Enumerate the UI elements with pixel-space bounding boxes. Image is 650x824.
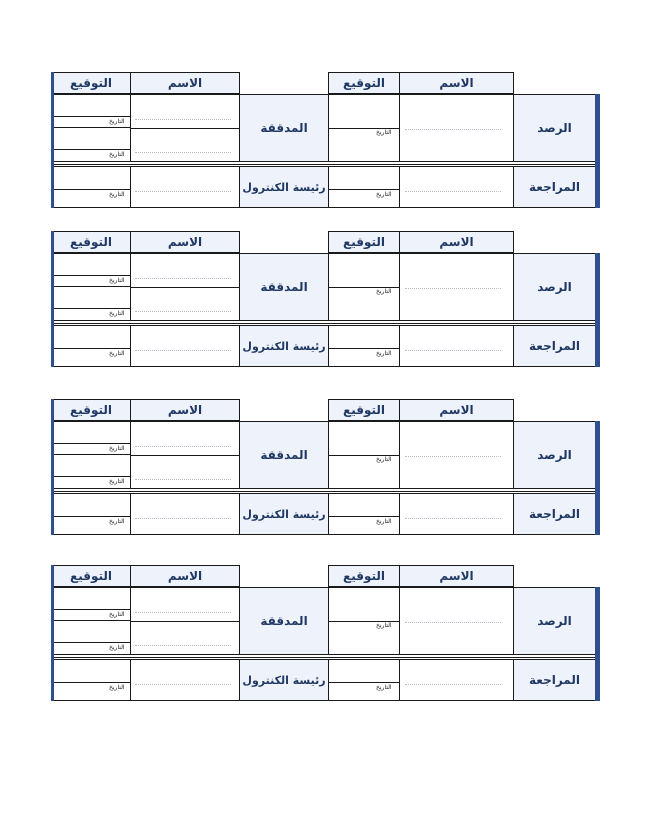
control-signature-box[interactable] [51,166,131,208]
header-signature-right: التوقيع [328,72,400,94]
monitoring-name-box[interactable] [399,94,514,162]
row-line [51,609,131,610]
name-dotted-line[interactable] [135,684,231,685]
section-separator [51,323,600,324]
name-dotted-line[interactable] [405,456,501,457]
name-dotted-line[interactable] [405,350,501,351]
name-dotted-line[interactable] [135,278,231,279]
control-head-label: رئيسة الكنترول [240,659,328,701]
row-line [51,189,131,190]
date-label: التاريخ [376,191,392,198]
control-head-label: رئيسة الكنترول [240,166,328,208]
auditor-label: المدققة [240,253,328,321]
review-signature-box[interactable] [328,493,400,535]
row-line [130,621,240,622]
accent-bar-right [595,421,600,535]
row-line [130,455,240,456]
date-label: التاريخ [376,456,392,463]
date-label: التاريخ [109,445,125,452]
review-signature-box[interactable] [328,166,400,208]
row-line [51,642,131,643]
name-dotted-line[interactable] [405,684,501,685]
date-label: التاريخ [109,644,125,651]
date-label: التاريخ [109,478,125,485]
section-separator [51,657,600,658]
row-line [51,348,131,349]
name-dotted-line[interactable] [405,129,501,130]
date-label: التاريخ [376,622,392,629]
header-name-right: الاسم [399,72,514,94]
row-line [51,454,131,455]
monitoring-name-box[interactable] [399,587,514,655]
header-name-right: الاسم [399,565,514,587]
approval-block [51,231,600,367]
row-line [51,286,131,287]
row-line [51,476,131,477]
row-line [130,287,240,288]
name-dotted-line[interactable] [405,191,501,192]
row-line [51,443,131,444]
row-line [328,348,400,349]
header-signature-left: التوقيع [51,565,131,587]
approval-block [51,565,600,701]
row-line [51,516,131,517]
review-name-box[interactable] [399,325,514,367]
row-line [51,149,131,150]
header-name-left: الاسم [130,399,240,421]
accent-bar-left [51,72,54,208]
name-dotted-line[interactable] [135,350,231,351]
header-name-right: الاسم [399,399,514,421]
header-signature-left: التوقيع [51,399,131,421]
header-name-right: الاسم [399,231,514,253]
name-dotted-line[interactable] [405,622,501,623]
control-signature-box[interactable] [51,325,131,367]
auditor-label: المدققة [240,94,328,162]
name-dotted-line[interactable] [135,446,231,447]
control-signature-box[interactable] [51,493,131,535]
row-line [328,189,400,190]
name-dotted-line[interactable] [135,518,231,519]
row-line [51,116,131,117]
monitoring-label: الرصد [514,253,595,321]
auditor-label: المدققة [240,421,328,489]
date-label: التاريخ [376,518,392,525]
date-label: التاريخ [109,684,125,691]
control-signature-box[interactable] [51,659,131,701]
control-head-label: رئيسة الكنترول [240,325,328,367]
name-dotted-line[interactable] [405,288,501,289]
control-name-box[interactable] [130,493,240,535]
row-line [51,308,131,309]
monitoring-name-box[interactable] [399,421,514,489]
review-name-box[interactable] [399,659,514,701]
accent-bar-left [51,231,54,367]
review-name-box[interactable] [399,493,514,535]
name-dotted-line[interactable] [135,152,231,153]
header-signature-left: التوقيع [51,72,131,94]
header-name-left: الاسم [130,231,240,253]
monitoring-label: الرصد [514,421,595,489]
control-name-box[interactable] [130,659,240,701]
name-dotted-line[interactable] [135,645,231,646]
date-label: التاريخ [376,288,392,295]
accent-bar-right [595,587,600,701]
approval-block [51,72,600,208]
accent-bar-left [51,399,54,535]
name-dotted-line[interactable] [405,518,501,519]
header-signature-right: التوقيع [328,231,400,253]
row-line [51,127,131,128]
control-name-box[interactable] [130,325,240,367]
name-dotted-line[interactable] [135,479,231,480]
control-head-label: رئيسة الكنترول [240,493,328,535]
review-name-box[interactable] [399,166,514,208]
row-line [328,516,400,517]
header-signature-right: التوقيع [328,399,400,421]
name-dotted-line[interactable] [135,119,231,120]
control-name-box[interactable] [130,166,240,208]
section-separator [51,164,600,165]
date-label: التاريخ [109,118,125,125]
date-label: التاريخ [109,191,125,198]
review-label: المراجعة [514,493,595,535]
monitoring-name-box[interactable] [399,253,514,321]
date-label: التاريخ [109,518,125,525]
review-label: المراجعة [514,325,595,367]
date-label: التاريخ [109,350,125,357]
review-signature-box[interactable] [328,659,400,701]
date-label: التاريخ [376,350,392,357]
accent-bar-right [595,94,600,208]
auditor-label: المدققة [240,587,328,655]
review-label: المراجعة [514,166,595,208]
row-line [51,682,131,683]
row-line [51,620,131,621]
row-line [51,275,131,276]
approval-block [51,399,600,535]
date-label: التاريخ [109,611,125,618]
name-dotted-line[interactable] [135,612,231,613]
header-signature-left: التوقيع [51,231,131,253]
review-label: المراجعة [514,659,595,701]
date-label: التاريخ [109,277,125,284]
header-name-left: الاسم [130,565,240,587]
monitoring-label: الرصد [514,587,595,655]
date-label: التاريخ [109,151,125,158]
monitoring-label: الرصد [514,94,595,162]
date-label: التاريخ [109,310,125,317]
row-line [130,128,240,129]
accent-bar-right [595,253,600,367]
accent-bar-left [51,565,54,701]
name-dotted-line[interactable] [135,311,231,312]
date-label: التاريخ [376,684,392,691]
review-signature-box[interactable] [328,325,400,367]
section-separator [51,491,600,492]
row-line [328,682,400,683]
header-signature-right: التوقيع [328,565,400,587]
name-dotted-line[interactable] [135,191,231,192]
date-label: التاريخ [376,129,392,136]
header-name-left: الاسم [130,72,240,94]
